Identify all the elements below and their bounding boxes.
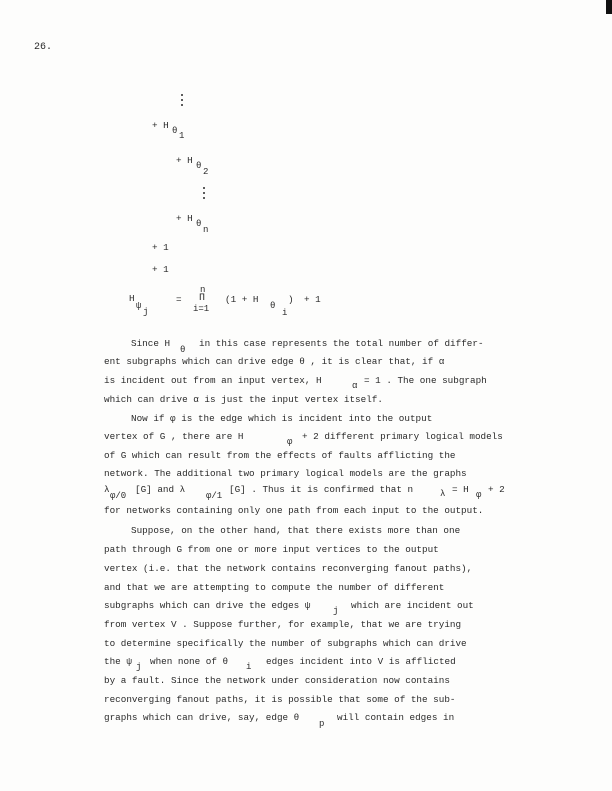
eq-term2-text: + H	[176, 155, 193, 166]
vertical-ellipsis-top	[181, 94, 183, 109]
para1-line4: which can drive α is just the input vertex itself.	[104, 394, 383, 405]
eq-term3-sub: θ	[196, 219, 202, 229]
eq-term1-subsub: 1	[179, 131, 185, 141]
para3-line8a: the ψ	[104, 656, 132, 667]
eq-term3-subsub: n	[203, 225, 209, 235]
para3-line1: Suppose, on the other hand, that there exists more than one	[131, 525, 461, 536]
para3-line5a: subgraphs which can drive the edges ψ	[104, 600, 311, 611]
para3-line11a: graphs which can drive, say, edge θ	[104, 712, 300, 723]
eq-lhs-subsub: j	[143, 307, 149, 317]
eq-lhs: H	[129, 293, 135, 304]
eq-paren-subsub: i	[282, 308, 288, 318]
para2-line5b: [G] and λ	[135, 484, 186, 495]
eq-plus-one-a: + 1	[152, 242, 169, 253]
eq-equals: =	[176, 294, 182, 305]
para2-line1: Now if φ is the edge which is incident into the output	[131, 413, 433, 424]
eq-lhs-sub: ψ	[136, 301, 142, 311]
para2-line6: for networks containing only one path from each input to the output.	[104, 505, 484, 516]
vertical-ellipsis-middle	[203, 187, 205, 202]
eq-tail: + 1	[304, 294, 321, 305]
para2-line5-sub1: φ/0	[110, 491, 127, 501]
para3-line4: and that we are attempting to compute the number of different	[104, 582, 445, 593]
para3-line6: from vertex V . Suppose further, for example, that we are trying	[104, 619, 462, 630]
para3-line10: reconverging fanout paths, it is possible that some of the sub-	[104, 694, 456, 705]
page-number: 26.	[34, 42, 53, 53]
eq-paren-sub: θ	[270, 301, 276, 311]
para2-line5-sub4: φ	[476, 490, 482, 500]
para1-line2: ent subgraphs which can drive edge θ , it is clear that, if α	[104, 356, 445, 367]
eq-prod-symbol: Π	[199, 293, 206, 304]
para2-line2b: + 2 different primary logical models	[302, 431, 503, 442]
para1-line3-sub: α	[352, 381, 358, 391]
eq-term1-text: + H	[152, 120, 169, 131]
para3-line11-sub: p	[319, 719, 325, 729]
para3-line8b: when none of θ	[150, 656, 229, 667]
eq-term2-subsub: 2	[203, 167, 209, 177]
para1-line1a: Since H	[131, 338, 171, 349]
para2-line5-sub3: λ	[440, 489, 446, 499]
para1-line3b: = 1 . The one subgraph	[364, 375, 487, 386]
para2-line5e: + 2	[488, 484, 505, 495]
para2-line5a: λ	[104, 484, 110, 495]
para2-line5-sub2: φ/1	[206, 491, 223, 501]
eq-term-theta2	[176, 155, 193, 166]
para2-line2a: vertex of G , there are H	[104, 431, 244, 442]
eq-term-theta1	[152, 120, 169, 131]
eq-plus-one-b: + 1	[152, 264, 169, 275]
eq-prod-lower: i=1	[193, 304, 210, 314]
para2-line2-sub: φ	[287, 437, 293, 447]
para1-line1b: in this case represents the total number of differ-	[199, 338, 484, 349]
para3-line9: by a fault. Since the network under consideration now contains	[104, 675, 450, 686]
para2-line3: of G which can result from the effects of faults afflicting the	[104, 450, 456, 461]
para3-line5b: which are incident out	[351, 600, 474, 611]
eq-paren-close: )	[288, 294, 294, 305]
para3-line3: vertex (i.e. that the network contains reconverging fanout paths),	[104, 563, 473, 574]
eq-prod-upper: n	[200, 285, 206, 295]
para3-line2: path through G from one or more input vertices to the output	[104, 544, 439, 555]
para2-line5d: = H	[452, 484, 469, 495]
para1-line1-sub: θ	[180, 345, 186, 355]
eq-term1-sub: θ	[172, 126, 178, 136]
eq-paren-open: (1 + H	[225, 294, 259, 305]
para2-line4: network. The additional two primary logical models are the graphs	[104, 468, 467, 479]
para3-line11b: will contain edges in	[337, 712, 455, 723]
para3-line8-sub1: j	[136, 662, 142, 672]
para3-line5-sub: j	[333, 606, 339, 616]
eq-term2-sub: θ	[196, 161, 202, 171]
para1-line3a: is incident out from an input vertex, H	[104, 375, 322, 386]
eq-term3-text: + H	[176, 213, 193, 224]
para3-line7: to determine specifically the number of subgraphs which can drive	[104, 638, 467, 649]
para3-line8c: edges incident into V is afflicted	[266, 656, 456, 667]
eq-term-thetan	[176, 213, 193, 224]
page-corner-mark	[606, 0, 612, 14]
para2-line5c: [G] . Thus it is confirmed that n	[229, 484, 414, 495]
para3-line8-sub2: i	[246, 662, 252, 672]
